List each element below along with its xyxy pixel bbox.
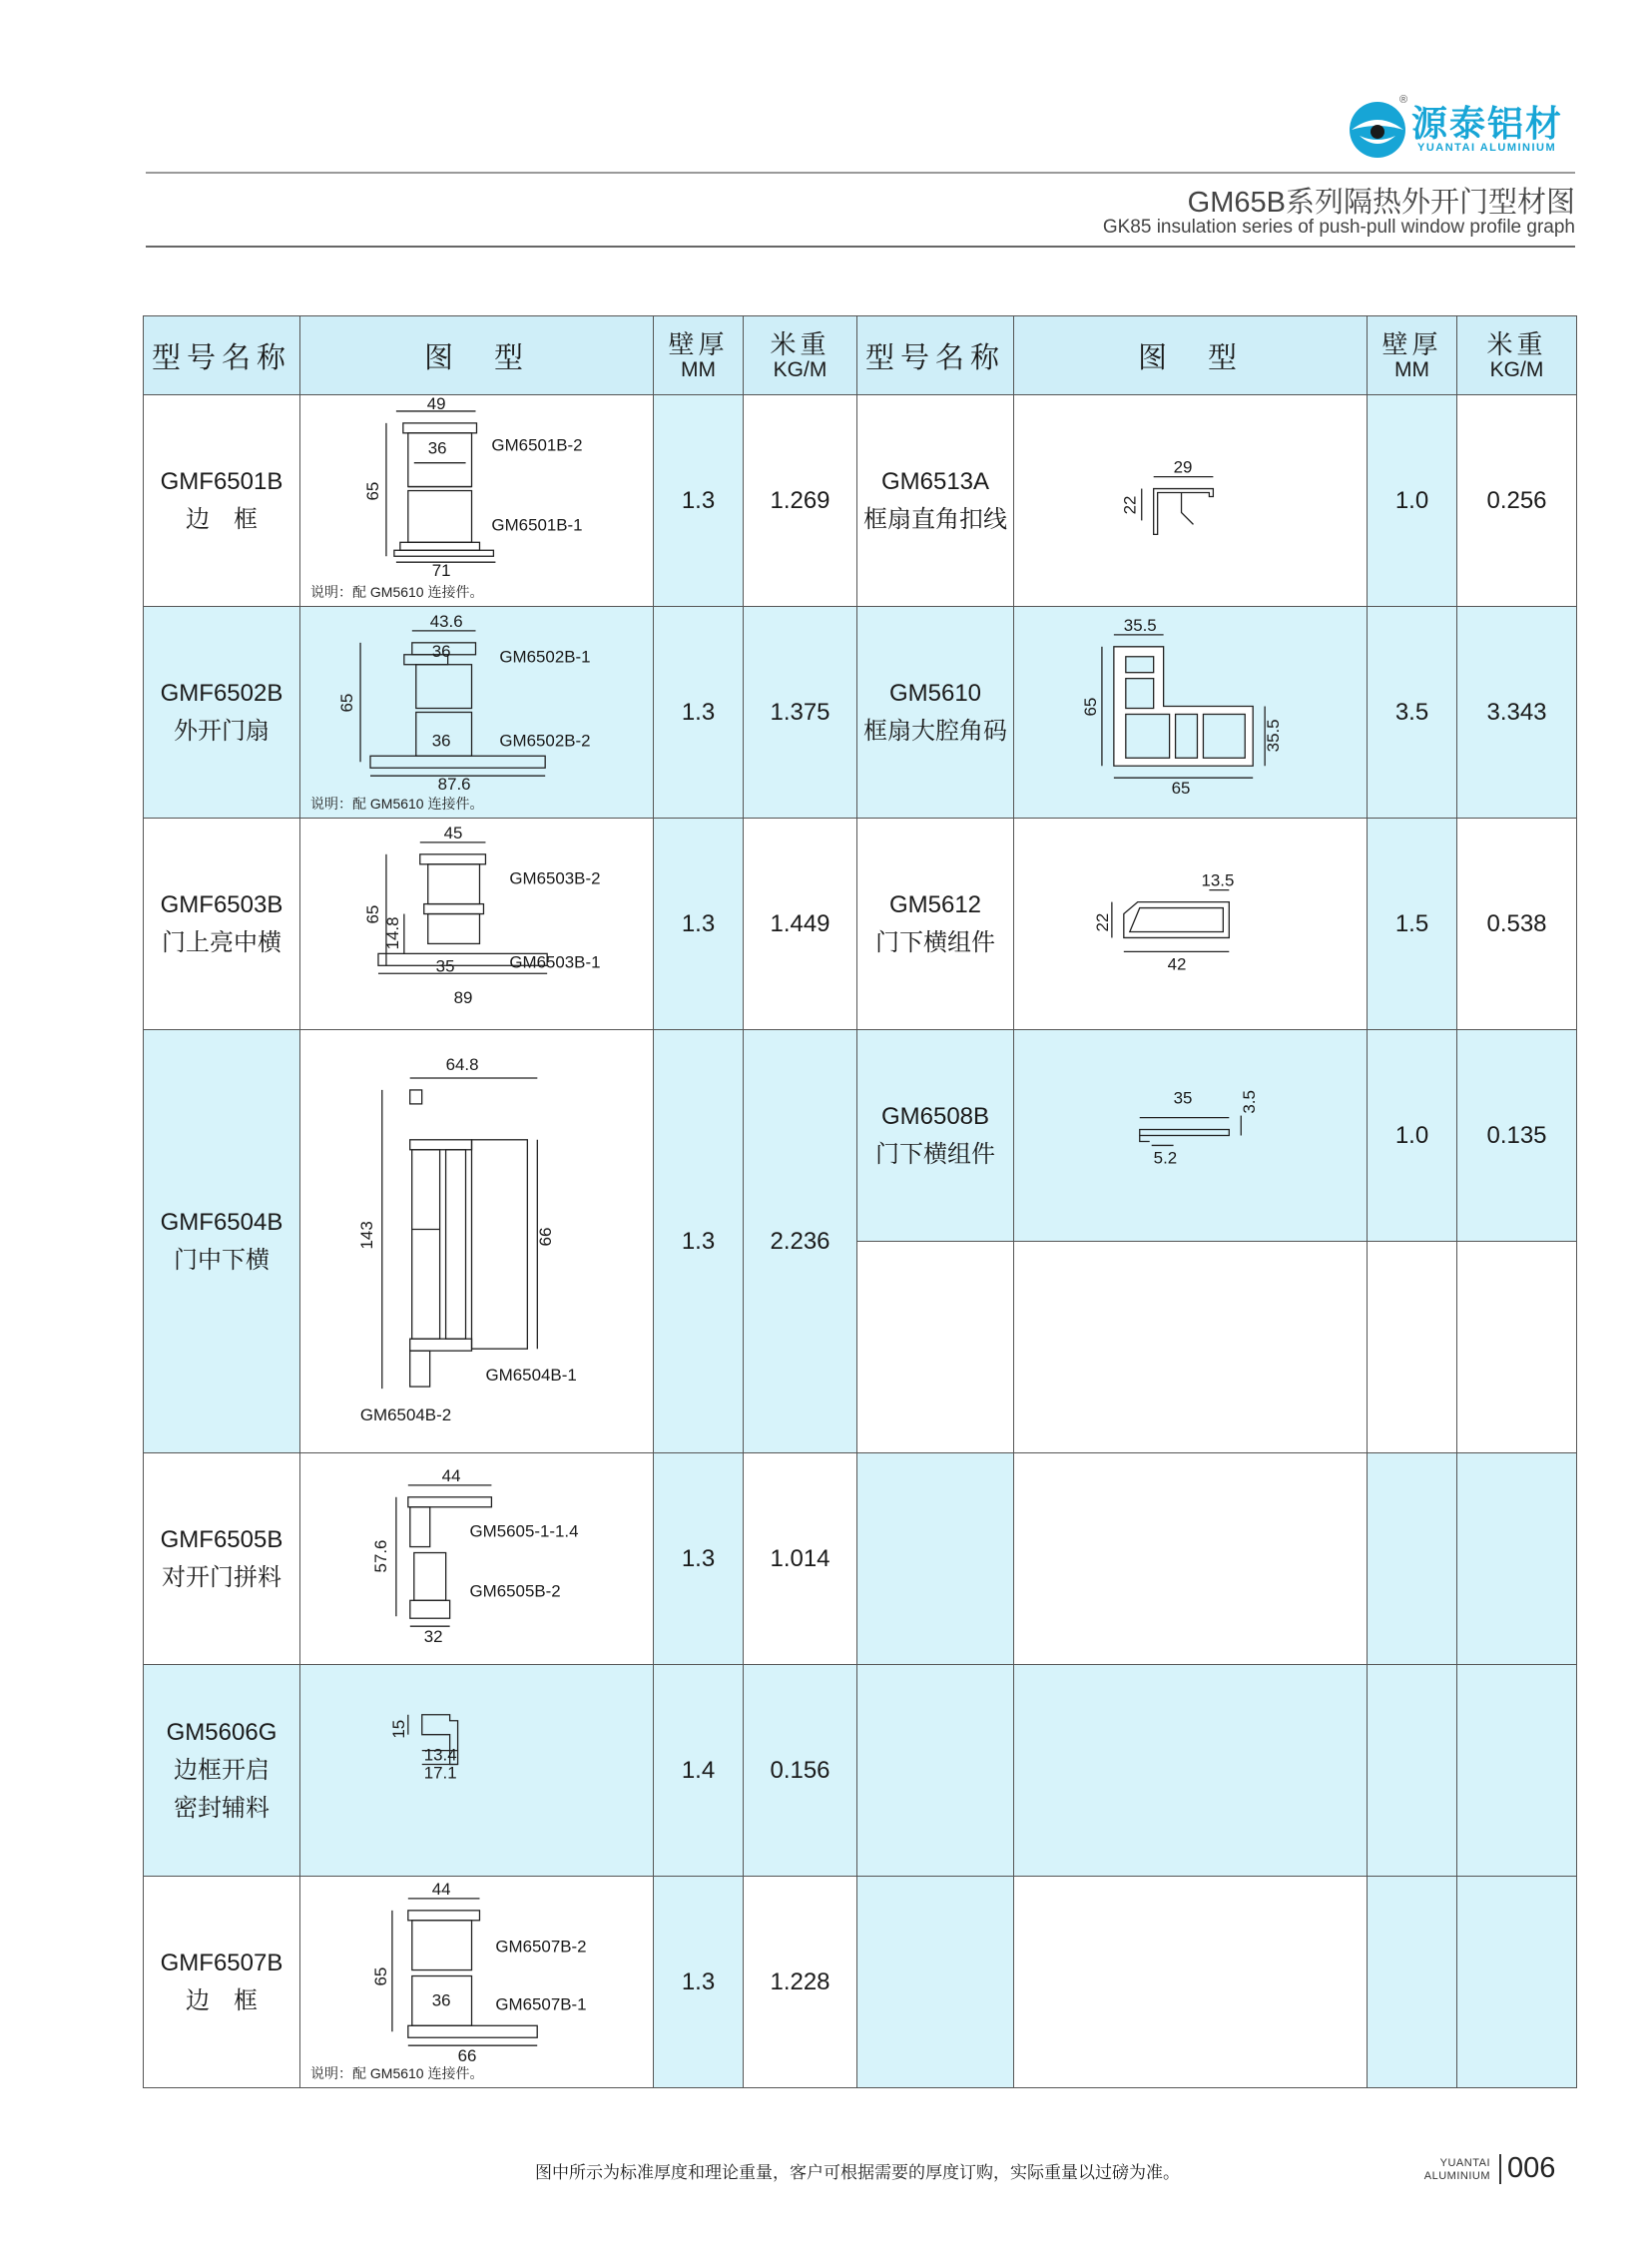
svg-text:3.5: 3.5 [1240, 1090, 1260, 1114]
thickness-cell: 1.3 [654, 1453, 744, 1665]
empty-cell [1368, 1453, 1457, 1665]
empty-cell [1014, 1665, 1368, 1877]
brand-logo [1348, 96, 1572, 162]
model-cell: GMF6502B 外开门扇 [144, 607, 300, 819]
model-cell: GM5606G 边框开启 密封辅料 [144, 1665, 300, 1877]
svg-text:GM6501B-1: GM6501B-1 [491, 515, 583, 535]
figure-cell [300, 395, 654, 607]
footer-brand: YUANTAI ALUMINIUM [1423, 2157, 1490, 2182]
figure-cell-right [1014, 819, 1368, 1030]
figure-note: 说明：配 GM5610 连接件。 [310, 796, 484, 812]
table-row [144, 1453, 1577, 1665]
profile-drawing-gmf6503b [300, 819, 653, 1029]
model-cell-right: GM6508B 门下横组件 [857, 1030, 1014, 1242]
weight-cell: 1.449 [744, 819, 857, 1030]
svg-text:42: 42 [1167, 954, 1187, 974]
thickness-cell: 1.3 [654, 819, 744, 1030]
header-weight: 米重 KG/M [744, 316, 857, 395]
table-header-row [144, 316, 1577, 395]
page-title-en: GK85 insulation series of push-pull window profile graph [1102, 217, 1575, 238]
footer-note: 图中所示为标准厚度和理论重量，客户可根据需要的厚度订购，实际重量以过磅为准。 [535, 2163, 1180, 2182]
weight-cell: 1.014 [744, 1453, 857, 1665]
weight-cell: 0.156 [744, 1665, 857, 1877]
svg-text:44: 44 [441, 1465, 461, 1485]
empty-cell [857, 1665, 1014, 1877]
table-row [144, 395, 1577, 607]
figure-cell [300, 1665, 654, 1877]
brand-name-cn: 源泰铝材 [1411, 103, 1564, 145]
table-row [144, 819, 1577, 1030]
profile-drawing-gmf6501b [300, 395, 653, 606]
svg-text:65: 65 [1080, 697, 1100, 717]
empty-cell [1368, 1877, 1457, 2088]
thickness-cell: 1.4 [654, 1665, 744, 1877]
thickness-cell-right: 3.5 [1368, 607, 1457, 819]
profile-drawing-gmf6504b [300, 1030, 653, 1452]
model-cell: GMF6507B 边 框 [144, 1877, 300, 2088]
svg-text:14.8: 14.8 [382, 916, 402, 950]
svg-text:5.2: 5.2 [1153, 1148, 1178, 1168]
weight-cell: 1.269 [744, 395, 857, 607]
weight-cell-right: 0.538 [1457, 819, 1577, 1030]
svg-text:57.6: 57.6 [370, 1539, 390, 1573]
svg-text:GM6507B-2: GM6507B-2 [495, 1937, 587, 1957]
empty-cell [1014, 1453, 1368, 1665]
figure-note: 说明：配 GM5610 连接件。 [310, 2065, 484, 2081]
empty-cell [857, 1242, 1014, 1453]
svg-text:143: 143 [356, 1221, 376, 1250]
svg-text:GM6503B-1: GM6503B-1 [509, 952, 601, 972]
thickness-cell: 1.3 [654, 1030, 744, 1453]
svg-text:99: 99 [535, 1227, 555, 1247]
table-row [144, 607, 1577, 819]
svg-text:13.5: 13.5 [1201, 870, 1235, 890]
profile-drawing-gm5606g [300, 1665, 653, 1876]
header-figure-right: 图 型 [1014, 316, 1368, 395]
svg-text:32: 32 [423, 1627, 443, 1647]
thickness-cell: 1.3 [654, 395, 744, 607]
svg-text:GM6502B-2: GM6502B-2 [499, 731, 591, 751]
svg-text:89: 89 [453, 988, 473, 1008]
table-row [144, 1030, 1577, 1242]
empty-cell [857, 1877, 1014, 2088]
page-number: 006 [1507, 2152, 1556, 2184]
svg-text:49: 49 [426, 393, 446, 413]
profile-drawing-gmf6505b [300, 1453, 653, 1664]
svg-text:65: 65 [370, 1966, 390, 1986]
svg-text:GM6501B-2: GM6501B-2 [491, 435, 583, 455]
figure-cell-right [1014, 1030, 1368, 1242]
table-row [144, 1665, 1577, 1877]
svg-text:GM5605-1-1.4: GM5605-1-1.4 [469, 1521, 579, 1541]
model-cell: GMF6504B 门中下横 [144, 1030, 300, 1453]
weight-cell-right: 0.256 [1457, 395, 1577, 607]
profile-drawing-gmf6502b [300, 607, 653, 818]
thickness-cell-right: 1.5 [1368, 819, 1457, 1030]
empty-cell [1457, 1453, 1577, 1665]
svg-text:GM6504B-1: GM6504B-1 [485, 1366, 577, 1386]
figure-cell-right [1014, 607, 1368, 819]
svg-text:13.4: 13.4 [423, 1745, 457, 1765]
figure-cell [300, 1877, 654, 2088]
svg-text:GM6507B-1: GM6507B-1 [495, 1994, 587, 2014]
svg-text:64.8: 64.8 [445, 1054, 479, 1074]
empty-cell [1014, 1877, 1368, 2088]
svg-text:35.5: 35.5 [1264, 719, 1284, 753]
svg-text:36: 36 [431, 731, 451, 751]
svg-text:29: 29 [1173, 457, 1193, 477]
svg-text:GM6502B-1: GM6502B-1 [499, 647, 591, 667]
profile-drawing-gmf6507b [300, 1877, 653, 2087]
svg-text:66: 66 [457, 2046, 477, 2066]
figure-note: 说明：配 GM5610 连接件。 [310, 584, 484, 600]
header-model: 型号名称 [144, 316, 300, 395]
weight-cell-right: 0.135 [1457, 1030, 1577, 1242]
empty-cell [1457, 1242, 1577, 1453]
header-model-right: 型号名称 [857, 316, 1014, 395]
svg-text:65: 65 [362, 904, 382, 924]
model-cell-right: GM5610 框扇大腔角码 [857, 607, 1014, 819]
figure-cell-right [1014, 395, 1368, 607]
model-cell-right: GM5612 门下横组件 [857, 819, 1014, 1030]
empty-cell [1368, 1665, 1457, 1877]
svg-text:65: 65 [362, 481, 382, 501]
weight-cell-right: 3.343 [1457, 607, 1577, 819]
thickness-cell: 1.3 [654, 1877, 744, 2088]
svg-text:22: 22 [1120, 495, 1140, 515]
figure-cell [300, 607, 654, 819]
figure-cell [300, 1453, 654, 1665]
empty-cell [1457, 1877, 1577, 2088]
svg-text:36: 36 [427, 438, 447, 458]
header-weight-right: 米重 KG/M [1457, 316, 1577, 395]
model-cell: GMF6501B 边 框 [144, 395, 300, 607]
model-cell: GMF6503B 门上亮中横 [144, 819, 300, 1030]
svg-text:15: 15 [388, 1719, 408, 1739]
profile-spec-table [143, 315, 1577, 2088]
table-row [144, 1877, 1577, 2088]
svg-text:44: 44 [431, 1879, 451, 1899]
header-thickness: 壁厚 MM [654, 316, 744, 395]
svg-text:65: 65 [337, 693, 357, 713]
model-cell-right: GM6513A 框扇直角扣线 [857, 395, 1014, 607]
empty-cell [1368, 1242, 1457, 1453]
svg-text:45: 45 [443, 823, 463, 842]
registered-mark: ® [1399, 94, 1408, 106]
profile-drawing-gm6513a [1014, 395, 1367, 606]
svg-text:36: 36 [431, 641, 451, 661]
page-title-cn: GM65B系列隔热外开门型材图 [1187, 187, 1575, 219]
svg-text:GM6505B-2: GM6505B-2 [469, 1581, 561, 1601]
profile-drawing-gm5610 [1014, 607, 1367, 818]
header-rule-bottom [146, 246, 1575, 248]
profile-drawing-gm5612 [1014, 819, 1367, 1029]
brand-emblem-icon [1348, 100, 1407, 160]
svg-text:87.6: 87.6 [437, 775, 471, 795]
brand-name-en: YUANTAI ALUMINIUM [1417, 142, 1557, 154]
empty-cell [1457, 1665, 1577, 1877]
svg-text:GM6504B-2: GM6504B-2 [359, 1404, 452, 1424]
header-thickness-right: 壁厚 MM [1368, 316, 1457, 395]
thickness-cell-right: 1.0 [1368, 1030, 1457, 1242]
svg-text:17.1: 17.1 [423, 1763, 457, 1783]
empty-cell [857, 1453, 1014, 1665]
svg-text:43.6: 43.6 [429, 611, 463, 631]
empty-cell [1014, 1242, 1368, 1453]
svg-text:22: 22 [1092, 912, 1112, 932]
svg-text:65: 65 [1171, 779, 1191, 799]
svg-text:35: 35 [435, 956, 455, 976]
figure-cell [300, 1030, 654, 1453]
svg-text:35: 35 [1173, 1088, 1193, 1108]
model-cell: GMF6505B 对开门拼料 [144, 1453, 300, 1665]
profile-drawing-gm6508b [1014, 1030, 1367, 1241]
figure-cell [300, 819, 654, 1030]
footer-divider [1499, 2154, 1501, 2184]
thickness-cell: 1.3 [654, 607, 744, 819]
weight-cell: 1.375 [744, 607, 857, 819]
svg-text:36: 36 [431, 1990, 451, 2010]
header-rule-top [146, 172, 1575, 174]
svg-text:71: 71 [431, 561, 451, 581]
weight-cell: 2.236 [744, 1030, 857, 1453]
svg-text:GM6503B-2: GM6503B-2 [509, 868, 601, 888]
svg-text:35.5: 35.5 [1123, 615, 1157, 635]
thickness-cell-right: 1.0 [1368, 395, 1457, 607]
header-figure: 图 型 [300, 316, 654, 395]
weight-cell: 1.228 [744, 1877, 857, 2088]
